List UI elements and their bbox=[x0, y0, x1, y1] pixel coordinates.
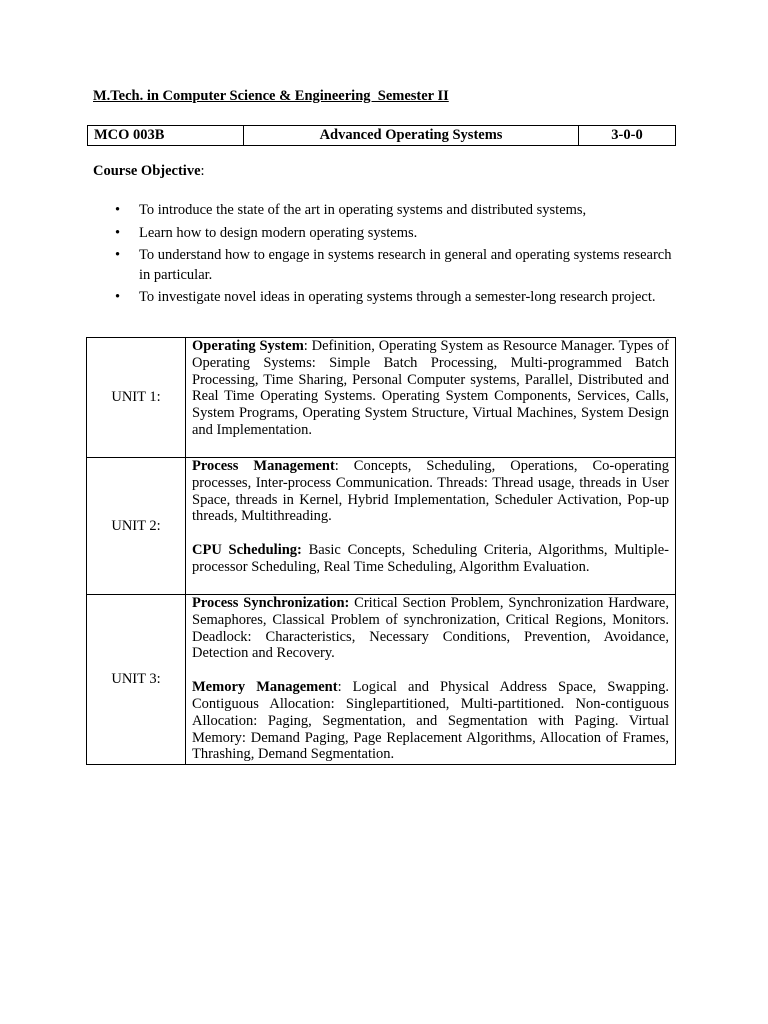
course-objective-title: Course Objective bbox=[93, 163, 201, 179]
unit-paragraph bbox=[192, 542, 669, 576]
unit-label: UNIT 2: bbox=[87, 458, 186, 595]
unit-content bbox=[186, 595, 676, 765]
unit-content bbox=[186, 338, 676, 458]
topic-text: : Concepts, Scheduling, Operations, Co-operating processes, Inter-process Communication. Threads: Thread usage, threads in User Space, threads in Kernel, Hybrid Implementation, Scheduler Activation, Pop-up threads, Multithreading. bbox=[192, 458, 669, 525]
topic-title: Operating System bbox=[192, 338, 304, 354]
objectives-list bbox=[93, 201, 673, 311]
unit-label: UNIT 3: bbox=[87, 595, 186, 765]
course-objective-label bbox=[93, 163, 205, 180]
table-row bbox=[87, 458, 676, 595]
unit-paragraph bbox=[192, 595, 669, 662]
program-heading: M.Tech. in Computer Science & Engineering Semester II bbox=[93, 88, 449, 104]
topic-text: : Logical and Physical Address Space, Swapping. Contiguous Allocation: Singlepartitioned, Multi-partitioned. Non-contiguous Allocation: Paging, Segmentation, and Segmentation with Paging. Virtual Memory: Demand Paging, Page Replacement Algorithms, Allocation of Frames, Thrashing, Demand Segmentation. bbox=[192, 679, 669, 763]
course-ltp: 3-0-0 bbox=[579, 126, 676, 146]
topic-title: Process Management bbox=[192, 458, 335, 474]
unit-paragraph bbox=[192, 679, 669, 763]
bullet-icon: • bbox=[115, 289, 121, 305]
topic-text: Critical Section Problem, Synchronization Hardware, Semaphores, Classical Problem of synchronization, Critical Regions, Monitors. Deadlock: Characteristics, Necessary Conditions, Prevention, Avoidance, Detection and Recovery. bbox=[192, 595, 669, 662]
course-objective-colon: : bbox=[200, 163, 205, 179]
objective-text: To understand how to engage in systems research in general and operating systems research in particular. bbox=[139, 247, 672, 283]
topic-text: : Definition, Operating System as Resource Manager. Types of Operating Systems: Simple Batch Processing, Multi-programmed Batch Processing, Time Sharing, Personal Computer systems, Parallel, Distributed and Real Time Operating Systems. Operating System Components, Services, Calls, System Programs, Operating System Structure, Virtual Machines, System Design and Implementation. bbox=[192, 338, 670, 438]
topic-title: Memory Management bbox=[192, 679, 338, 696]
unit-paragraph bbox=[192, 458, 669, 525]
course-code: MCO 003B bbox=[88, 126, 244, 146]
course-info-row bbox=[88, 126, 676, 146]
topic-text: Basic Concepts, Scheduling Criteria, Algorithms, Multiple-processor Scheduling, Real Time Scheduling, Algorithm Evaluation. bbox=[192, 542, 669, 575]
list-item bbox=[93, 201, 673, 221]
bullet-icon: • bbox=[115, 202, 121, 218]
bullet-icon: • bbox=[115, 247, 121, 263]
unit-paragraph bbox=[192, 338, 669, 439]
table-row bbox=[87, 338, 676, 458]
bullet-icon: • bbox=[115, 224, 121, 241]
topic-title: Process Synchronization: bbox=[192, 595, 350, 611]
objective-text: To introduce the state of the art in operating systems and distributed systems, bbox=[139, 202, 587, 218]
topic-title: CPU Scheduling: bbox=[192, 542, 302, 559]
list-item bbox=[93, 246, 673, 285]
syllabus-units-table bbox=[86, 337, 676, 765]
objective-text: Learn how to design modern operating systems. bbox=[139, 224, 418, 241]
unit-label: UNIT 1: bbox=[87, 338, 186, 458]
course-info-table bbox=[87, 125, 676, 146]
objective-text: To investigate novel ideas in operating systems through a semester-long research project. bbox=[139, 289, 656, 305]
list-item bbox=[93, 224, 673, 244]
list-item bbox=[93, 288, 673, 308]
course-title: Advanced Operating Systems bbox=[244, 126, 579, 146]
unit-content bbox=[186, 458, 676, 595]
table-row bbox=[87, 595, 676, 765]
